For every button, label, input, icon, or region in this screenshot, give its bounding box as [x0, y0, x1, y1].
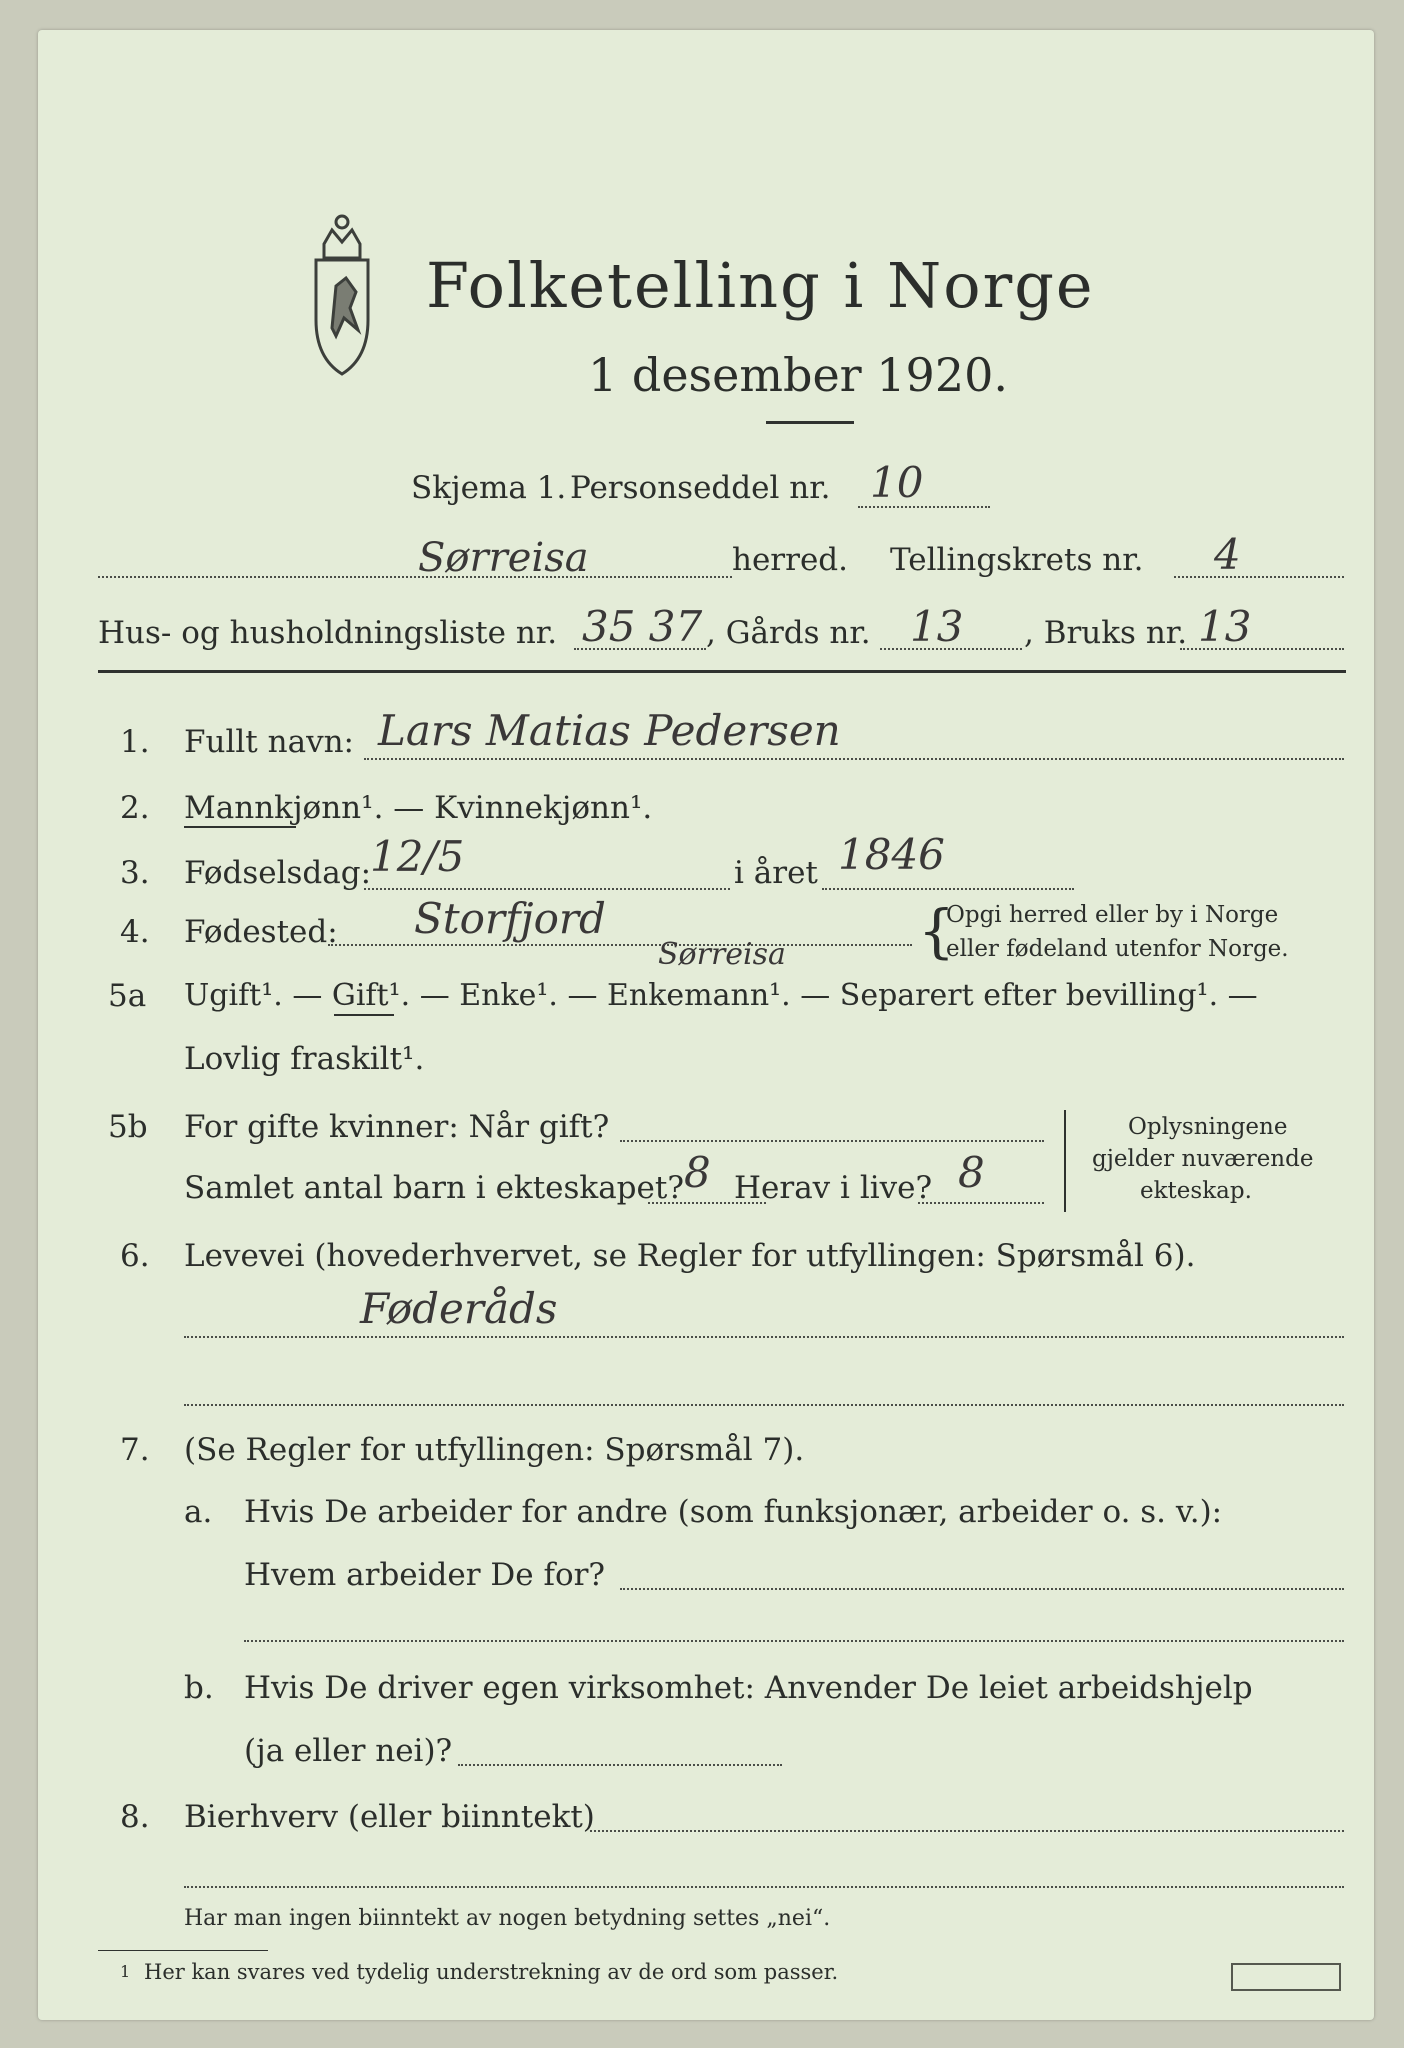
- q4-label: Fødested:: [184, 914, 338, 950]
- q4-line: [328, 944, 912, 946]
- q5b-line-1: For gifte kvinner: Når gift?: [184, 1109, 610, 1145]
- q5b-line-2: Samlet antal barn i ekteskapet?: [184, 1170, 684, 1206]
- census-form-sheet: [38, 30, 1374, 2020]
- q2-underline: [184, 826, 296, 828]
- tellingskrets-label: Tellingskrets nr.: [890, 542, 1144, 578]
- footnote-mark: 1: [120, 1962, 131, 1981]
- herred-line: [98, 576, 732, 578]
- title-divider: [766, 421, 854, 424]
- printer-stamp-icon: [1231, 1963, 1341, 1991]
- footnote-rule: [98, 1950, 268, 1951]
- q1-line: [364, 758, 1344, 760]
- gards-label: , Gårds nr.: [706, 615, 871, 651]
- q7b-line-2: (ja eller nei)?: [244, 1733, 453, 1769]
- q7a-line-extra: [244, 1640, 1344, 1642]
- personseddel-label: Personseddel nr.: [570, 470, 831, 506]
- personseddel-value: 10: [870, 458, 924, 507]
- herred-value: Sørreisa: [418, 535, 589, 581]
- schema-label: Skjema 1.: [411, 470, 567, 506]
- q7a-line-1: Hvis De arbeider for andre (som funksjonær, arbeider o. s. v.):: [244, 1494, 1223, 1530]
- q6-line-2: [184, 1404, 1344, 1406]
- herred-label: herred.: [732, 542, 848, 578]
- q4-value-correction: Sørreisa: [658, 937, 786, 972]
- q4-value: Storfjord: [414, 894, 606, 943]
- q1-value: Lars Matias Pedersen: [378, 706, 841, 755]
- q7-label: (Se Regler for utfyllingen: Spørsmål 7).: [184, 1432, 805, 1468]
- q5b-alive-label: Herav i live?: [734, 1170, 933, 1206]
- bruks-value: 13: [1198, 602, 1252, 651]
- q4-note-1: Opgi herred eller by i Norge: [946, 902, 1279, 928]
- hus-label: Hus- og husholdningsliste nr.: [98, 615, 558, 651]
- q3-year-value: 1846: [838, 830, 945, 879]
- hus-value: 35 37: [582, 602, 703, 651]
- q6-label: Levevei (hovederhvervet, se Regler for utfyllingen: Spørsmål 6).: [184, 1238, 1196, 1274]
- q3-year-line: [822, 888, 1074, 890]
- q5b-bracket: [1064, 1110, 1066, 1212]
- q8-label: Bierhverv (eller biinntekt): [184, 1799, 595, 1835]
- q5b-note-3: ekteskap.: [1140, 1178, 1252, 1204]
- q7b-line-1: Hvis De driver egen virksomhet: Anvender De leiet arbeidshjelp: [244, 1670, 1253, 1706]
- q2-number: 2.: [120, 790, 150, 826]
- q5b-children-value: 8: [684, 1148, 711, 1197]
- q3-value: 12/5: [370, 832, 465, 881]
- q4-number: 4.: [120, 914, 150, 950]
- q7a-line: [620, 1588, 1344, 1590]
- q7a-line-2: Hvem arbeider De for?: [244, 1557, 606, 1593]
- q2-label: Mannkjønn¹. — Kvinnekjønn¹.: [184, 790, 653, 826]
- q5a-line-2: Lovlig fraskilt¹.: [184, 1041, 425, 1077]
- q5a-underline: [334, 1014, 394, 1016]
- q7-number: 7.: [120, 1432, 150, 1468]
- q7b-letter: b.: [184, 1670, 214, 1706]
- q4-note-2: eller fødeland utenfor Norge.: [946, 936, 1289, 962]
- q6-line-1: [184, 1336, 1344, 1338]
- q5b-married-line: [620, 1140, 1044, 1142]
- q4-brace: {: [918, 897, 955, 965]
- q5b-note-1: Oplysningene: [1128, 1114, 1288, 1140]
- q3-number: 3.: [120, 855, 150, 891]
- q6-number: 6.: [120, 1238, 150, 1274]
- q8-line-extra: [184, 1886, 1344, 1888]
- footnote-text: Her kan svares ved tydelig understrekning av de ord som passer.: [144, 1960, 839, 1984]
- header-separator: [98, 670, 1346, 673]
- q3-label: Fødselsdag:: [184, 855, 372, 891]
- tellingskrets-value: 4: [1214, 530, 1241, 579]
- gards-value: 13: [910, 602, 964, 651]
- census-date: 1 desember 1920.: [588, 348, 1008, 402]
- q7b-line: [458, 1764, 782, 1766]
- q3-year-label: i året: [734, 855, 818, 891]
- q5b-number: 5b: [108, 1109, 148, 1145]
- q5b-alive-value: 8: [958, 1148, 985, 1197]
- footer-note: Har man ingen biinntekt av nogen betydning settes „nei“.: [184, 1906, 831, 1931]
- bruks-label: , Bruks nr.: [1024, 615, 1188, 651]
- q1-number: 1.: [120, 724, 150, 760]
- form-title: Folketelling i Norge: [426, 249, 1095, 322]
- q5b-alive-line: [918, 1202, 1044, 1204]
- q3-day-line: [364, 888, 730, 890]
- q7a-letter: a.: [184, 1494, 213, 1530]
- q1-label: Fullt navn:: [184, 724, 354, 760]
- q8-number: 8.: [120, 1799, 150, 1835]
- q5b-note-2: gjelder nuværende: [1092, 1146, 1314, 1172]
- tellingskrets-line: [1174, 576, 1344, 578]
- q5a-line-1: Ugift¹. — Gift¹. — Enke¹. — Enkemann¹. — Separert efter bevilling¹. —: [184, 978, 1258, 1013]
- q8-line: [590, 1830, 1344, 1832]
- q6-value: Føderåds: [360, 1284, 558, 1333]
- norwegian-coat-of-arms-icon: [286, 208, 398, 378]
- q5a-number: 5a: [108, 978, 147, 1014]
